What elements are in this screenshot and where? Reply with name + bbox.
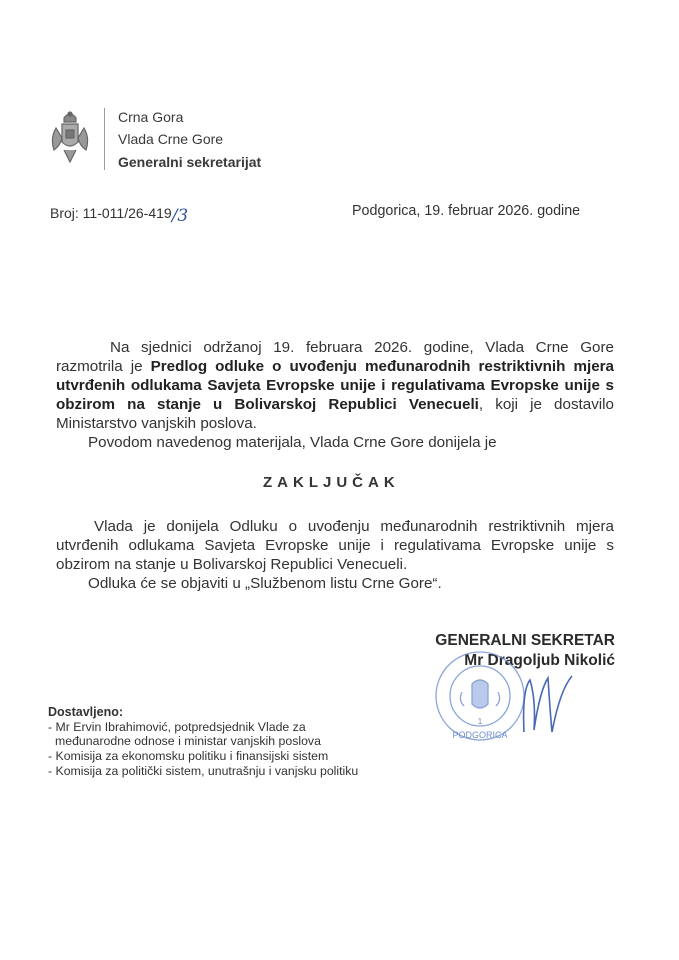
delivered-item: - Komisija za politički sistem, unutrašnju i vanjsku politiku [48, 764, 359, 778]
reference-label: Broj: 11-011/26-419 [50, 205, 172, 221]
government-name: Vlada Crne Gore [118, 131, 224, 147]
intro-paragraph-2: Povodom navedenog materijala, Vlada Crne Gore donijela je [88, 434, 497, 451]
conclusion-title: ZAKLJUČAK [263, 474, 400, 491]
handwritten-signature-icon [520, 670, 580, 740]
intro-text-b: , koji je dostavilo Ministarstvo vanjskih poslova. [56, 396, 614, 432]
delivered-item: - Mr Ervin Ibrahimović, potpredsjednik Vlade za [48, 720, 306, 734]
country-name: Crna Gora [118, 109, 184, 125]
svg-text:PODGORICA: PODGORICA [452, 730, 508, 740]
delivered-item: - Komisija za ekonomsku politiku i finansijski sistem [48, 749, 329, 763]
proposal-title: Predlog odluke o uvođenju međunarodnih restriktivnih mjera utvrđenih odlukama Savjeta Evropske unije i regulativama Evropske unije s obzirom na stanje u Bolivarskoj Republici Venecueli [56, 358, 614, 413]
publication-note: Odluka će se objaviti u „Službenom listu Crne Gore“. [88, 575, 442, 592]
delivered-heading: Dostavljeno: [48, 705, 124, 719]
coat-of-arms-icon [48, 108, 92, 168]
signatory-title: GENERALNI SEKRETAR [435, 632, 615, 649]
header-divider [104, 108, 105, 170]
official-stamp-icon [432, 648, 528, 744]
handwritten-suffix: /3 [171, 206, 189, 226]
svg-text:1: 1 [477, 717, 483, 726]
signatory-name: Mr Dragoljub Nikolić [464, 652, 615, 669]
conclusion-paragraph: Vlada je donijela Odluku o uvođenju međunarodnih restriktivnih mjera utvrđenih odlukama Savjeta Evropske unije i regulativama Evropske unije s obzirom na stanje u Bolivarskoj Republici Venecueli. [56, 518, 614, 573]
date-line: Podgorica, 19. februar 2026. godine [352, 203, 581, 219]
intro-text-a: Na sjednici održanoj 19. februara 2026. godine, Vlada Crne Gore razmotrila je [56, 339, 614, 375]
delivered-item: međunarodne odnose i ministar vanjskih poslova [55, 734, 321, 748]
secretariat-name: Generalni sekretarijat [118, 154, 262, 170]
reference-number [50, 203, 189, 226]
intro-paragraph [56, 338, 614, 433]
